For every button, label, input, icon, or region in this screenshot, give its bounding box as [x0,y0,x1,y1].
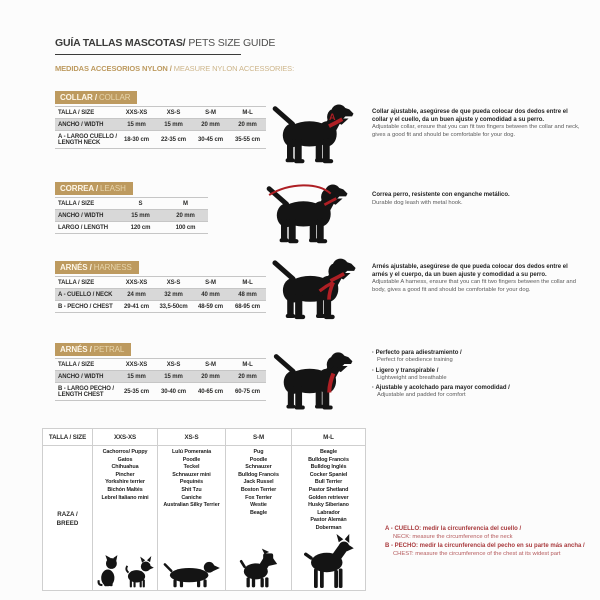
measuring-notes [385,526,591,560]
breed-table [42,428,366,591]
xs-silhouettes [163,558,221,588]
petral-features [372,349,584,402]
doberman-icon [304,534,354,588]
breed-row-label: RAZA / BREED [56,510,79,527]
collar-badge-en: COLLAR [98,93,131,102]
breed-size-header: XS-S [158,429,225,446]
petral-badge-es: ARNÉS / [60,345,92,354]
leash-badge [55,182,133,195]
breed-item: Yorkshire terrier [105,479,145,486]
breed-list [101,449,148,502]
note-chest-es: B - PECHO: medir la circunferencia del pecho en su parte más ancha / [385,543,585,549]
leash-badge-en: LEASH [100,184,126,193]
breed-item: Fox Terrier [245,494,272,501]
note-neck-en: NECK: measure the circumference of the neck [393,533,513,540]
harness-badge-es: ARNÉS / [60,263,92,272]
leash-desc-es: Correa perro, resistente con enganche metálico. [372,192,510,198]
breed-item: Schnauzer [245,464,272,471]
collar-desc-es: Collar ajustable, asegúrese de que pueda colocar dos dedos entre el collar y el cuello, da un buen ajuste y comodidad a su perro. [372,109,568,123]
breed-item: Pastor Shetland [308,486,349,493]
page-title-en: PETS SIZE GUIDE [188,37,276,49]
breed-item: Beagle [319,449,338,455]
breed-item: Beagle [249,509,268,516]
breed-item: Poodle [249,456,268,463]
collar-badge-es: COLLAR / [60,93,97,102]
breed-item: Cocker Spaniel [309,471,348,478]
subtitle-en: MEASURE NYLON ACCESSORIES: [173,64,295,73]
note-neck-es: A - CUELLO: medir la circunferencia del cuello / [385,526,522,532]
collar-marker-a: A [329,111,336,122]
xxs-silhouettes [97,554,154,588]
breed-size-header: M-L [292,429,365,446]
breed-item: Schnauzer mini [172,471,211,478]
breed-item: Bulldog Inglés [310,464,347,471]
breed-col-m-l [292,429,365,590]
breed-item: Australian Silky Terrier [163,502,220,509]
breed-size-header: XXS-XS [93,429,157,446]
breed-item: Husky Siberiano [308,502,349,509]
breed-item: Bichón Maltés [107,486,143,493]
leash-size-table: TALLA / SIZE S M ANCHO / WIDTH 15 mm 20 mm LARGO / LENGTH 120 cm 100 cm [55,197,208,234]
breed-item: Pincher [115,471,135,478]
breed-item: Lulú Pomerania [171,449,212,455]
breed-item: Labrador [317,509,340,516]
leash-description [372,192,583,207]
breed-col-s-m [226,429,292,590]
page-title [55,37,275,49]
collar-desc-en: Adjustable collar, ensure that you can fit two fingers between the collar and neck, gives a good fit and should be comfortable for your dog. [372,124,580,138]
harness-badge [55,261,139,274]
subtitle-es: MEDIDAS ACCESORIOS NYLON / [55,64,172,73]
harness-desc-es: Arnés ajustable, asegúrese de que pueda colocar dos dedos entre el arnés y el cuerpo, da un buen ajuste y comodidad a su perro. [372,264,568,278]
breed-item: Pequinés [179,479,204,486]
collar-dog-icon [268,101,362,171]
breed-list [238,449,279,517]
breed-item: Doberman [315,524,342,531]
chihuahua-icon [124,556,154,588]
breed-item: Golden retriever [308,494,349,501]
ml-silhouettes [304,534,354,588]
breed-list [163,449,219,510]
petral-badge [55,343,131,356]
breed-col-xs-s [158,429,226,590]
petral-feature-en: Adjustable and padded for comfort [377,392,466,398]
breed-item: Jack Russel [243,479,274,486]
breed-item: Bulldog Francés [308,456,349,463]
cat-icon [97,554,121,588]
breed-item: Teckel [183,464,200,471]
collar-size-table: TALLA / SIZE XXS-XS XS-S S-M M-L ANCHO / WIDTH 15 mm 15 mm 20 mm 20 mm A - LARGO CUELLO / LENGTH NECK 18-30 cm 22-35 cm 30-45 cm 35-55 cm [55,106,266,149]
harness-dog-icon [268,255,364,327]
petral-feature-es: · Ligero y transpirable / [372,367,584,375]
petral-badge-en: PETRAL [93,345,125,354]
title-underline [55,54,241,55]
leash-dog-icon [256,181,362,251]
sm-silhouettes [239,548,278,588]
harness-badge-en: HARNESS [93,263,132,272]
breed-item: Bulldog Francés [238,471,279,478]
schnauzer-icon [239,548,278,588]
dachshund-icon [163,558,221,588]
breed-corner-header: TALLA / SIZE [43,429,92,446]
collar-badge [55,91,137,104]
petral-feature-es: · Perfecto para adiestramiento / [372,349,584,357]
breed-item: Westie [250,502,267,509]
breed-col-label [43,429,93,590]
breed-item: Bull Terrier [314,479,343,486]
breed-item: Lebrel Italiano mini [101,494,149,501]
petral-size-table: TALLA / SIZE XXS-XS XS-S S-M M-L ANCHO / WIDTH 15 mm 15 mm 20 mm 20 mm B - LARGO PECHO / LENGTH CHEST 25-35 cm 30-40 cm 40-65 cm 60-75 cm [55,358,266,401]
note-chest-en: CHEST: measure the circumference of the chest at its widest part [393,550,561,557]
petral-feature-en: Lightweight and breathable [377,374,447,381]
collar-description [372,109,583,139]
breed-item: Pug [253,449,264,455]
breed-list [308,449,349,533]
harness-description [372,264,583,294]
breed-item: Boston Terrier [240,486,277,493]
breed-item: Chihuahua [111,464,139,471]
breed-item: Cachorros/ Puppy [102,449,148,455]
harness-size-table: TALLA / SIZE XXS-XS XS-S S-M M-L A - CUELLO / NECK 24 mm 32 mm 40 mm 48 mm B - PECHO / CHEST 29-41 cm 33,5-50cm 48-59 cm 68-95 cm [55,276,266,313]
petral-feature-es: · Ajustable y acolchado para mayor comodidad / [372,384,584,392]
page-subtitle [55,64,294,73]
harness-desc-en: Adjustable A harness, ensure that you can fit two fingers between the collar and body, gives a good fit and should be comfortable for your dog. [372,279,576,293]
leash-badge-es: CORREA / [60,184,99,193]
leash-desc-en: Durable dog leash with metal hook. [372,199,463,206]
breed-size-header: S-M [226,429,291,446]
petral-feature-en: Perfect for obedience training [377,357,453,363]
page-title-es: GUÍA TALLAS MASCOTAS/ [55,37,186,49]
petral-dog-icon [268,349,362,417]
breed-item: Caniche [181,494,202,501]
breed-col-xxs-xs [93,429,158,590]
breed-item: Poodle [182,456,201,463]
breed-item: Shit Tzu [181,486,202,493]
breed-item: Gatos [117,456,133,463]
breed-item: Pastor Alemán [310,517,347,524]
